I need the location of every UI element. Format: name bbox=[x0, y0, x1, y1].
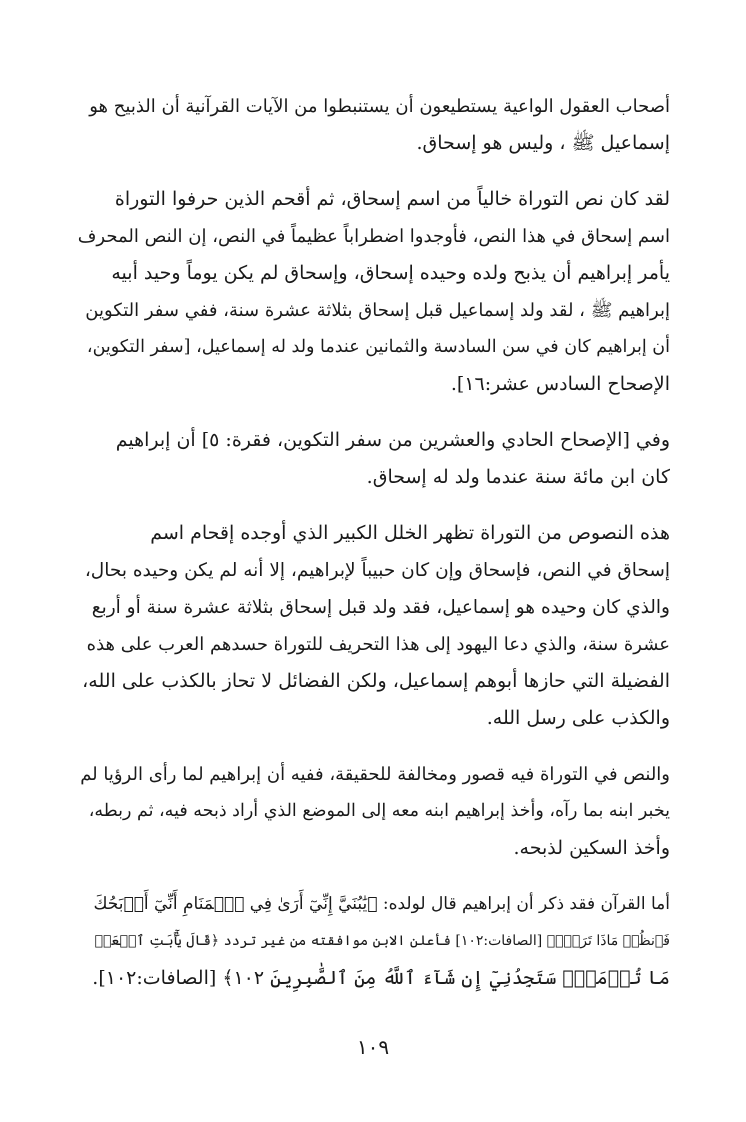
text-line: إبراهيم ﷺ ، لقد ولد إسماعيل قبل إسحاق بثلاثة عشرة سنة، ففي سفر التكوين bbox=[85, 300, 670, 321]
text-line: كان ابن مائة سنة عندما ولد له إسحاق. bbox=[366, 466, 670, 488]
text-line: إسماعيل ﷺ ، وليس هو إسحاق. bbox=[416, 132, 670, 154]
paragraph-2 bbox=[78, 181, 670, 403]
paragraph-3 bbox=[78, 422, 670, 496]
text-line: اسم إسحاق في هذا النص، فأوجدوا اضطراباً عظيماً في النص، إن النص المحرف bbox=[78, 226, 670, 247]
text-line: لقد كان نص التوراة خالياً من اسم إسحاق، ثم أقحم الذين حرفوا التوراة bbox=[114, 188, 670, 210]
text-line: مَا تُؤۡمَرُۖ سَتَجِدُنِيٓ إِن شَآءَ ٱللَّهُ مِنَ ٱلصَّٰبِرِينَ ١٠٢﴾ [الصافات:١٠٢]. bbox=[92, 967, 670, 989]
paragraph-5 bbox=[78, 756, 670, 867]
text-line: يخبر ابنه بما رآه، وأخذ إبراهيم ابنه معه إلى الموضع الذي أراد ذبحه فيه، ثم ربطه، bbox=[88, 801, 670, 821]
text-line: الفضيلة التي حازها أبوهم إسماعيل، ولكن الفضائل لا تحاز بالكذب على الله، bbox=[82, 670, 670, 692]
text-line: الإصحاح السادس عشر:١٦]. bbox=[450, 373, 670, 395]
text-line: وفي [الإصحاح الحادي والعشرين من سفر التكوين، فقرة: ٥] أن إبراهيم bbox=[115, 429, 670, 451]
text-line: والنص في التوراة فيه قصور ومخالفة للحقيقة، ففيه أن إبراهيم لما رأى الرؤيا لم bbox=[80, 764, 670, 785]
text-line: أن إبراهيم كان في سن السادسة والثمانين عندما ولد له إسماعيل، [سفر التكوين، bbox=[86, 337, 670, 357]
paragraph-6 bbox=[78, 886, 670, 997]
page-body bbox=[78, 88, 670, 1016]
text-line: والذي كان وحيده هو إسماعيل، فقد ولد قبل إسحاق بثلاثة عشرة سنة أو أربع bbox=[91, 597, 670, 618]
text-line: يأمر إبراهيم أن يذبح ولده وحيده إسحاق، وإسحاق لم يكن يوماً وحيد أبيه bbox=[111, 262, 670, 284]
text-line: أصحاب العقول الواعية يستطيعون أن يستنبطوا من الآيات القرآنية أن الذبيح هو bbox=[89, 96, 670, 117]
text-line: هذه النصوص من التوراة تظهر الخلل الكبير الذي أوجده إقحام اسم bbox=[150, 522, 670, 544]
text-line: عشرة سنة، والذي دعا اليهود إلى هذا التحريف للتوراة حسدهم العرب على هذه bbox=[86, 634, 670, 655]
text-line: إسحاق في النص، فإسحاق وإن كان حبيباً لإبراهيم، إلا أنه لم يكن وحيده بحال، bbox=[84, 560, 670, 581]
page-number: ١٠٩ bbox=[356, 1035, 390, 1059]
paragraph-4 bbox=[78, 515, 670, 737]
text-line: فَٱنظُرۡ مَاذَا تَرَىٰۚ﴾ [الصافات:١٠٢] فأعلن الابن موافقته من غير تردد ﴿قَالَ يَٰٓأَبَتِ ٱفۡعَلۡ bbox=[94, 933, 670, 949]
text-line: أما القرآن فقد ذكر أن إبراهيم قال لولده: ﴿يَٰبُنَيَّ إِنِّيٓ أَرَىٰ فِي ٱلۡمَنَامِ أَنِّيٓ أَذۡبَحُكَ bbox=[93, 894, 670, 914]
text-line: وأخذ السكين لذبحه. bbox=[513, 837, 670, 859]
text-line: والكذب على رسل الله. bbox=[486, 707, 670, 729]
paragraph-1 bbox=[78, 88, 670, 162]
